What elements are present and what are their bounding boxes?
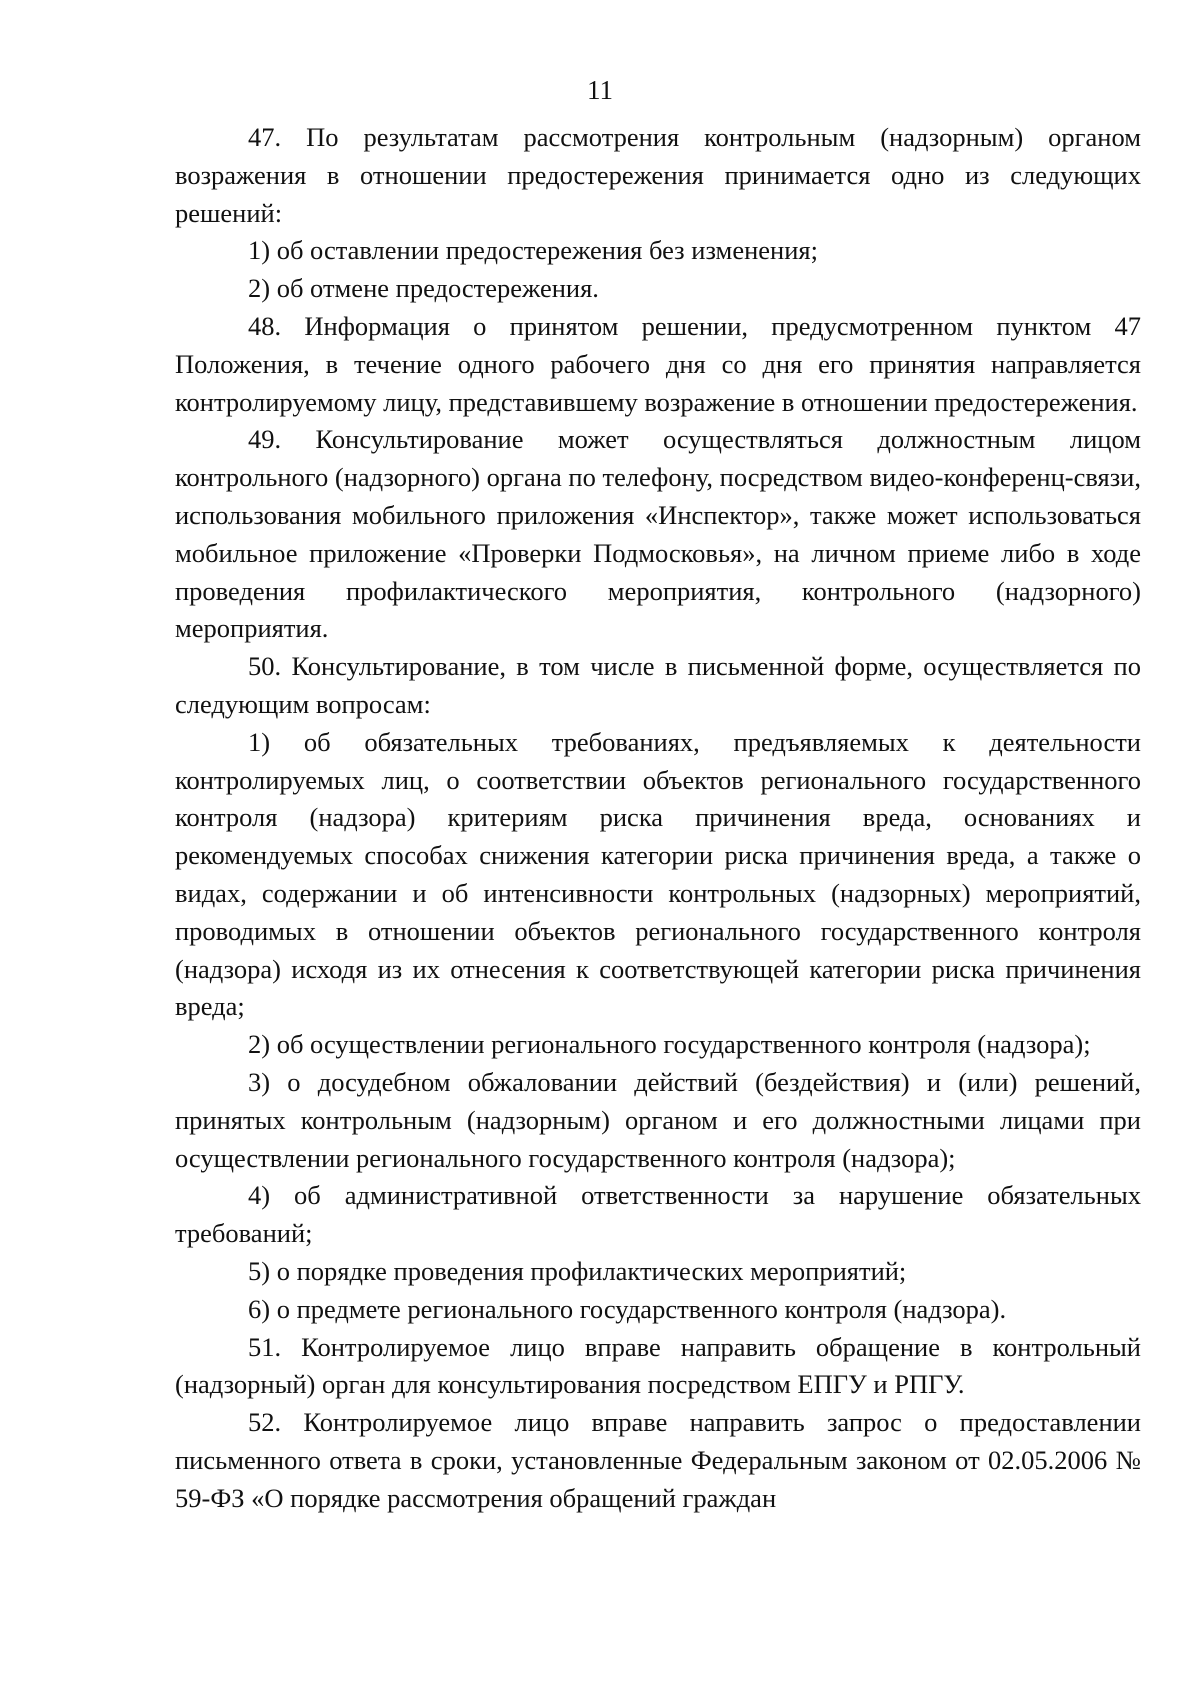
paragraph-47-item-1: 1) об оставлении предостережения без изменения; — [248, 235, 818, 266]
paragraph-50-item-2: 2) об осуществлении регионального государственного контроля (надзора); — [248, 1029, 1091, 1060]
paragraph-51: 51. Контролируемое лицо вправе направить обращение в контрольный (надзорный) орган для консультирования посредством ЕПГУ и РПГУ. — [175, 1331, 1141, 1400]
paragraph-49: 49. Консультирование может осуществляться должностным лицом контрольного (надзорного) органа по телефону, посредством видео-конференц-связи, использования мобильного приложения «Инспектор», также может использоваться мобильное приложение «Проверки Подмосковья», на личном приеме либо в ходе проведения профилактического мероприятия, контрольного (надзорного) мероприятия. — [175, 424, 1141, 644]
paragraph-47: 47. По результатам рассмотрения контрольным (надзорным) органом возражения в отношении предостережения принимается одно из следующих решений: — [175, 122, 1141, 228]
paragraph-52: 52. Контролируемое лицо вправе направить запрос о предоставлении письменного ответа в сроки, установленные Федеральным законом от 02.05.2006 № 59-ФЗ «О порядке рассмотрения обращений граждан — [175, 1407, 1141, 1513]
paragraph-50-item-3: 3) о досудебном обжаловании действий (бездействия) и (или) решений, принятых контрольным (надзорным) органом и его должностными лицами при осуществлении регионального государственного контроля (надзора); — [175, 1066, 1141, 1173]
paragraph-50-item-6: 6) о предмете регионального государственного контроля (надзора). — [248, 1293, 1007, 1324]
paragraph-50-item-4: 4) об административной ответственности за нарушение обязательных требований; — [175, 1180, 1141, 1249]
paragraph-48: 48. Информация о принятом решении, предусмотренном пунктом 47 Положения, в течение одного рабочего дня со дня его принятия направляется контролируемому лицу, представившему возражение в отношении предостережения. — [175, 310, 1141, 417]
paragraph-50-item-1: 1) об обязательных требованиях, предъявляемых к деятельности контролируемых лиц, о соответствии объектов регионального государственного контроля (надзора) критериям риска причинения вреда, основаниях и рекомендуемых способах снижения категории риска причинения вреда, а также о видах, содержании и об интенсивности контрольных (надзорных) мероприятий, проводимых в отношении объектов регионального государственного контроля (надзора) исходя из их отнесения к соответствующей категории риска причинения вреда; — [175, 726, 1141, 1022]
paragraph-50: 50. Консультирование, в том числе в письменной форме, осуществляется по следующим вопросам: — [175, 651, 1141, 719]
paragraph-50-item-5: 5) о порядке проведения профилактических мероприятий; — [248, 1255, 907, 1286]
document-body — [175, 119, 1141, 1517]
paragraph-47-item-2: 2) об отмене предостережения. — [248, 273, 599, 304]
page-number: 11 — [587, 75, 613, 105]
